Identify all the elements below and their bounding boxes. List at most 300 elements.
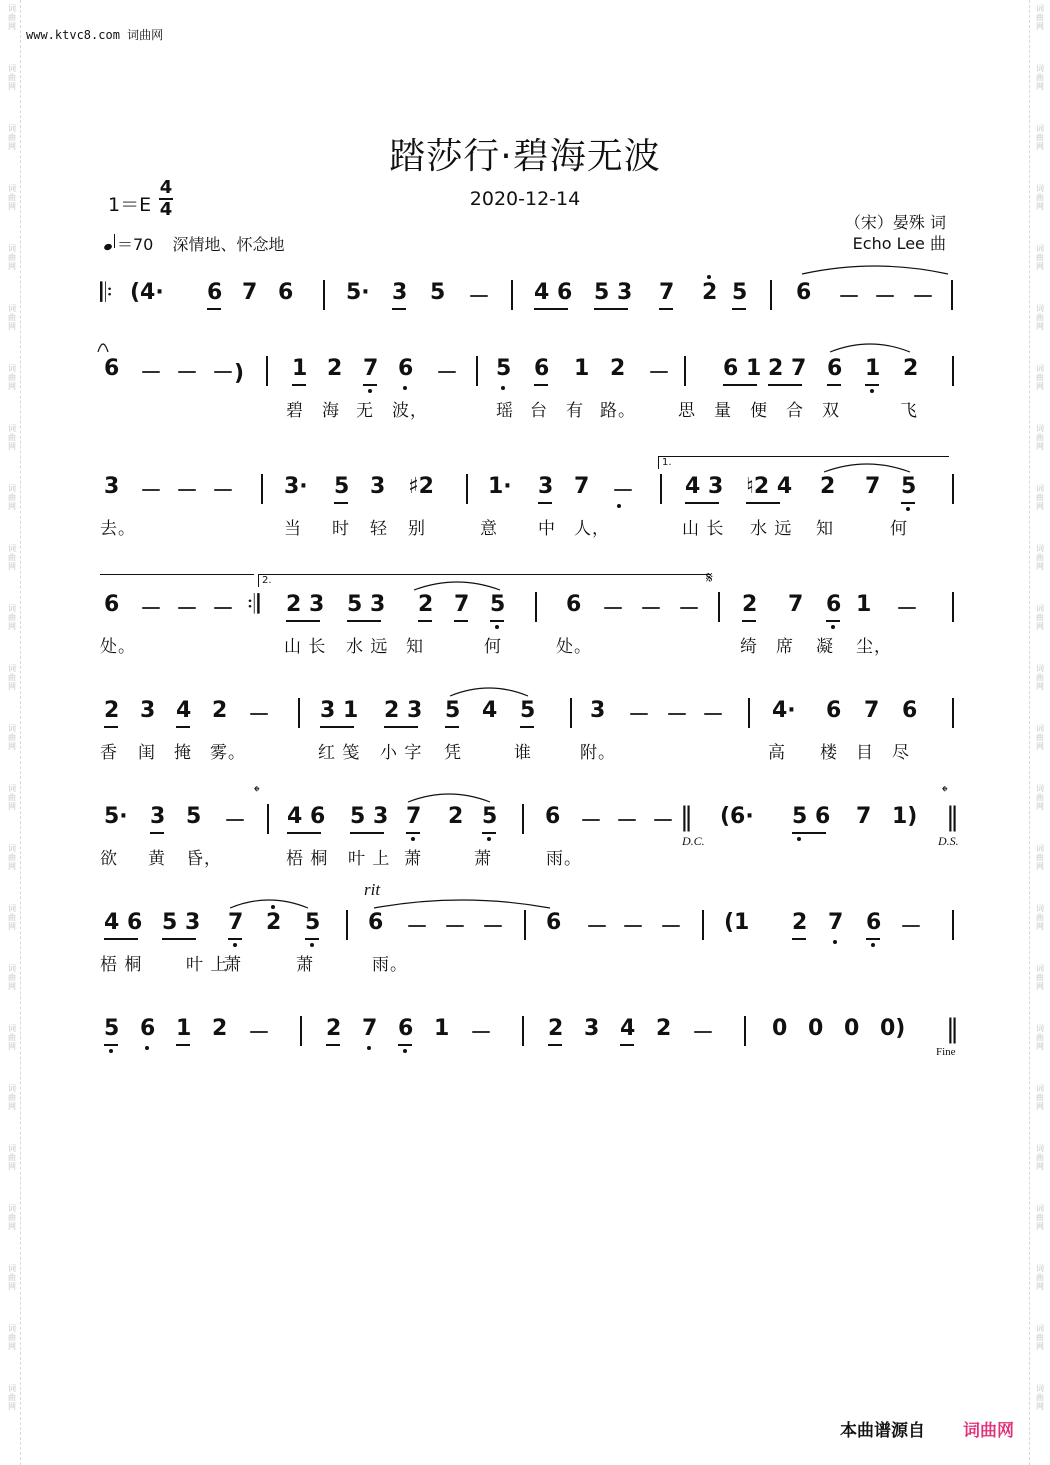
beam-underline [768, 384, 802, 386]
score-note: － [648, 361, 671, 386]
score-note: 5 [496, 356, 512, 381]
beam-underline [176, 726, 190, 728]
score-note: － [874, 285, 897, 310]
score-date: 2020-12-14 [469, 188, 581, 210]
lyrics-line [100, 632, 950, 656]
lyric-syllable: 萧 [224, 955, 242, 975]
score-note: 5 [104, 1016, 120, 1041]
lyric-syllable: 闺 [138, 743, 156, 763]
score-system [100, 280, 950, 310]
lyric-syllable: 轻 [370, 519, 388, 539]
composer-credit: Echo Lee 曲 [852, 234, 946, 253]
score-note: 6 [902, 698, 918, 723]
lyric-syllable: 附。 [580, 743, 616, 763]
score-note: 2 [820, 474, 836, 499]
lyric-syllable: 目 [856, 743, 874, 763]
watermark-text: 词 曲 网 [1036, 4, 1044, 31]
watermark-text: 词 曲 网 [8, 544, 16, 571]
lyric-syllable: 合 [786, 401, 804, 421]
lyrics-line [100, 950, 950, 974]
lyric-syllable: 尽 [892, 743, 910, 763]
barline [524, 910, 526, 940]
beam-underline [334, 502, 348, 504]
score-note: 2 [702, 280, 718, 305]
watermark-text: 词 曲 网 [1036, 1384, 1044, 1411]
watermark-text: 词 曲 网 [8, 604, 16, 631]
score-note: 6 [140, 1016, 156, 1041]
segno-icon: 𝄋 [706, 570, 713, 587]
low-octave-dot [109, 1049, 113, 1053]
watermark-text: 词 曲 网 [8, 1324, 16, 1351]
watermark-text: 词 曲 网 [8, 124, 16, 151]
score-note: － [444, 915, 467, 940]
beam-underline [445, 726, 459, 728]
lyric-syllable: 凭 [444, 743, 462, 763]
score-note: － [896, 597, 919, 622]
beam-underline [901, 502, 915, 504]
lyric-syllable: 当 [284, 519, 302, 539]
lyric-syllable: 双 [822, 401, 840, 421]
score-note: － [212, 479, 235, 504]
barline [266, 356, 268, 386]
watermark-text: 词 曲 网 [1036, 784, 1044, 811]
watermark-text: 词 曲 网 [8, 784, 16, 811]
score-note: 2 [656, 1016, 672, 1041]
score-note: 2 [326, 1016, 342, 1041]
score-note: 5 [430, 280, 446, 305]
beam-underline [490, 620, 504, 622]
score-note: 3 [370, 474, 386, 499]
score-note: － [482, 915, 505, 940]
score-note: 6 [534, 356, 550, 381]
lyric-syllable: 萧 [404, 849, 422, 869]
score-note: 4· [772, 698, 796, 723]
lyric-syllable: 雨。 [546, 849, 582, 869]
lyric-syllable: 意 [480, 519, 498, 539]
lyric-syllable: 梧 桐 [286, 849, 329, 869]
site-url[interactable]: www.ktvc8.com 词曲网 [26, 28, 164, 42]
beam-underline [228, 938, 242, 940]
beam-underline [792, 938, 806, 940]
score-note: ♯2 [408, 474, 434, 499]
score-note: 6 [104, 356, 120, 381]
lyric-syllable: 萧 [296, 955, 314, 975]
beam-underline [659, 308, 673, 310]
score-note: － [612, 479, 635, 504]
score-system [100, 592, 950, 622]
score-note: － [666, 703, 689, 728]
score-note: 2 [742, 592, 758, 617]
high-octave-dot [707, 275, 711, 279]
watermark-text: 词 曲 网 [8, 424, 16, 451]
score-note: 1) [892, 804, 918, 829]
coda-icon: 𝄌 [942, 784, 948, 801]
barline [476, 356, 478, 386]
score-note: 6 [104, 592, 120, 617]
score-note: － [616, 809, 639, 834]
barline [748, 698, 750, 728]
score-system [100, 474, 950, 504]
score-note: 3 [584, 1016, 600, 1041]
score-system [100, 802, 959, 834]
watermark-text: 词 曲 网 [1036, 724, 1044, 751]
watermark-text: 词 曲 网 [1036, 904, 1044, 931]
footer-brand-link[interactable]: 词曲网 [963, 1421, 1014, 1441]
score-note: 6 1 [723, 356, 762, 381]
score-note: 7 [856, 804, 872, 829]
slur-arc [406, 790, 492, 804]
score-note: 5 [305, 910, 321, 935]
lyric-syllable: 别 [408, 519, 426, 539]
beam-underline [732, 308, 746, 310]
lyrics-line [100, 844, 950, 868]
watermark-text: 词 曲 网 [1036, 1204, 1044, 1231]
beam-underline [454, 620, 468, 622]
lyric-syllable: 梧 桐 [100, 955, 143, 975]
watermark-text: 词 曲 网 [8, 364, 16, 391]
lyric-syllable: 瑶 [496, 401, 514, 421]
watermark-text: 词 曲 网 [8, 904, 16, 931]
score-note: 1· [488, 474, 512, 499]
watermark-text: 词 曲 网 [8, 1144, 16, 1171]
score-note: 7 [574, 474, 590, 499]
score-note: － [248, 1021, 271, 1046]
score-note: 3 [104, 474, 120, 499]
low-octave-dot [831, 625, 835, 629]
beam-underline [104, 1044, 118, 1046]
beam-underline [292, 384, 306, 386]
score-note: 7 [865, 474, 881, 499]
low-octave-dot [797, 837, 801, 841]
score-note: 2 [903, 356, 919, 381]
lyric-syllable: 时 [332, 519, 350, 539]
score-note: 7 [228, 910, 244, 935]
score-note: － [652, 809, 675, 834]
lyric-syllable: 量 [714, 401, 732, 421]
barline [522, 804, 524, 834]
lyric-syllable: 水 远 [346, 637, 389, 657]
beam-underline [406, 832, 420, 834]
barline [511, 280, 513, 310]
score-note: 4 6 [287, 804, 326, 829]
beam-underline [326, 1044, 340, 1046]
lyric-syllable: 楼 [820, 743, 838, 763]
lyric-syllable: 人， [574, 519, 610, 539]
watermark-text: 词 曲 网 [1036, 484, 1044, 511]
beam-underline [538, 502, 552, 504]
score-note: 1 [434, 1016, 450, 1041]
score-note: － [406, 915, 429, 940]
score-note: 3 [538, 474, 554, 499]
beam-underline [866, 938, 880, 940]
barline [522, 1016, 524, 1046]
score-note: 6 [398, 1016, 414, 1041]
key-signature: 1＝E [108, 194, 152, 216]
lyric-syllable: 高 [768, 743, 786, 763]
beam-underline [176, 1044, 190, 1046]
lyric-syllable: 欲 [100, 849, 118, 869]
score-note: 6 [368, 910, 384, 935]
beam-underline [398, 1044, 412, 1046]
score-note: 3 [392, 280, 408, 305]
watermark-text: 词 曲 网 [1036, 544, 1044, 571]
score-note: － [702, 703, 725, 728]
score-note: － [912, 285, 935, 310]
lyric-syllable: 中 [538, 519, 556, 539]
beam-underline [286, 620, 320, 622]
dc-marking: D.C. [682, 834, 705, 848]
score-note: 7 [864, 698, 880, 723]
watermark-text: 词 曲 网 [8, 4, 16, 31]
beam-underline [792, 832, 826, 834]
score-note: － [900, 915, 923, 940]
beam-underline [742, 620, 756, 622]
beam-underline [150, 832, 164, 834]
beam-underline [620, 1044, 634, 1046]
score-note: 7 [362, 1016, 378, 1041]
lyric-syllable: 山 长 [284, 637, 327, 657]
score-note: －) [212, 361, 245, 386]
barline [952, 698, 954, 728]
low-octave-dot [906, 507, 910, 511]
watermark-text: 词 曲 网 [1036, 1264, 1044, 1291]
watermark-text: 词 曲 网 [1036, 664, 1044, 691]
lyric-syllable: 雾。 [210, 743, 246, 763]
beam-underline [827, 384, 841, 386]
low-octave-dot [870, 389, 874, 393]
score-note: 2 [327, 356, 343, 381]
low-octave-dot [411, 837, 415, 841]
lyric-syllable: 去。 [100, 519, 136, 539]
score-note: (6· [720, 804, 754, 829]
watermark-text: 词 曲 网 [1036, 964, 1044, 991]
score-note: 5· [104, 804, 128, 829]
watermark-text: 词 曲 网 [8, 844, 16, 871]
beam-underline [418, 620, 432, 622]
score-note: － [436, 361, 459, 386]
beam-underline [865, 384, 879, 386]
score-note: 3 [140, 698, 156, 723]
beam-underline [482, 832, 496, 834]
barline [684, 356, 686, 386]
lyric-syllable: 香 [100, 743, 118, 763]
score-note: 0 [808, 1016, 824, 1041]
lyric-syllable: 叶 上 [348, 849, 391, 869]
score-note: 2 7 [768, 356, 807, 381]
beam-underline [104, 938, 138, 940]
watermark-text: 词 曲 网 [8, 484, 16, 511]
score-system [100, 1014, 959, 1046]
beam-underline [320, 726, 354, 728]
barline [952, 592, 954, 622]
barline [952, 356, 954, 386]
score-note: － [470, 1021, 493, 1046]
score-note: － [140, 479, 163, 504]
watermark-text: 词 曲 网 [1036, 364, 1044, 391]
lyric-syllable: 思 [678, 401, 696, 421]
beam-underline [594, 308, 628, 310]
low-octave-dot [833, 940, 837, 944]
beam-underline [104, 726, 118, 728]
score-note: 7 [828, 910, 844, 935]
watermark-text: 词 曲 网 [1036, 1024, 1044, 1051]
score-note: ‖ [946, 802, 959, 832]
score-note: － [692, 1021, 715, 1046]
fine-marking: Fine [936, 1046, 956, 1058]
score-note: 2 [418, 592, 434, 617]
low-octave-dot [233, 943, 237, 947]
watermark-text: 词 曲 网 [1036, 304, 1044, 331]
watermark-text: 词 曲 网 [1036, 424, 1044, 451]
lyric-syllable: 山 长 [682, 519, 725, 539]
score-note: 6 [826, 698, 842, 723]
watermark-text: 词 曲 网 [8, 1204, 16, 1231]
score-note: 7 [659, 280, 675, 305]
lyric-syllable: 掩 [174, 743, 192, 763]
beam-underline [347, 620, 381, 622]
expression-text: 深情地、怀念地 [172, 235, 285, 254]
lyric-syllable: 小 字 [380, 743, 423, 763]
score-note: 5 6 [792, 804, 831, 829]
score-note: 6 [796, 280, 812, 305]
score-note: 5 [445, 698, 461, 723]
barline [298, 698, 300, 728]
score-note: 6 [545, 804, 561, 829]
barline [466, 474, 468, 504]
score-note: 4 [176, 698, 192, 723]
score-note: ‖ [946, 1014, 959, 1044]
score-note: － [176, 597, 199, 622]
score-note: 3 [150, 804, 166, 829]
score-note: 7 [788, 592, 804, 617]
slur-arc [96, 340, 110, 354]
slur-arc [448, 684, 530, 698]
slur-arc [828, 340, 912, 354]
score-note: 7 [406, 804, 422, 829]
barline [570, 698, 572, 728]
lyric-syllable: 昏， [186, 849, 222, 869]
score-note: － [678, 597, 701, 622]
volta-1-label: 1. [662, 457, 672, 468]
lyricist-credit: （宋）晏殊 词 [844, 213, 946, 232]
lyric-syllable: 知 [816, 519, 834, 539]
score-note: 2 [792, 910, 808, 935]
score-note: 2 3 [384, 698, 423, 723]
score-note: 6 [866, 910, 882, 935]
barline [300, 1016, 302, 1046]
score-note: － [602, 597, 625, 622]
barline [951, 280, 953, 310]
barline [267, 804, 269, 834]
score-note: 6 [398, 356, 414, 381]
lyric-syllable: 飞 [900, 401, 918, 421]
lyric-syllable: 雨。 [372, 955, 408, 975]
score-note: 1 [856, 592, 872, 617]
score-note: 2 [212, 1016, 228, 1041]
beam-underline [534, 384, 548, 386]
score-note: － [640, 597, 663, 622]
low-octave-dot [145, 1046, 149, 1050]
score-note: 2 [104, 698, 120, 723]
low-octave-dot [403, 386, 407, 390]
score-note: － [176, 361, 199, 386]
beam-underline [207, 308, 221, 310]
lyric-syllable: 尘， [856, 637, 892, 657]
score-note: 0 [844, 1016, 860, 1041]
score-system [100, 910, 950, 940]
score-note: 6 [827, 356, 843, 381]
beam-underline [723, 384, 757, 386]
score-note: 𝄇 [247, 590, 260, 620]
score-note: － [176, 479, 199, 504]
score-note: 5 3 [350, 804, 389, 829]
score-note: 5 [490, 592, 506, 617]
beam-underline [305, 938, 319, 940]
watermark-text: 词 曲 网 [1036, 844, 1044, 871]
score-note: 5 [334, 474, 350, 499]
volta-first-ending [658, 456, 949, 469]
beam-underline [520, 726, 534, 728]
lyric-syllable: 处。 [100, 637, 136, 657]
score-note: － [838, 285, 861, 310]
score-note: － [224, 809, 247, 834]
watermark-text: 词 曲 网 [1036, 244, 1044, 271]
score-note: 6 [207, 280, 223, 305]
lyric-syllable: 叶 上 [186, 955, 229, 975]
watermark-text: 词 曲 网 [8, 1264, 16, 1291]
beam-underline [548, 1044, 562, 1046]
score-note: － [212, 597, 235, 622]
watermark-text: 词 曲 网 [8, 184, 16, 211]
low-octave-dot [617, 504, 621, 508]
score-note: 5 3 [347, 592, 386, 617]
barline [744, 1016, 746, 1046]
score-note: 5 [901, 474, 917, 499]
time-bottom: 4 [159, 199, 173, 220]
barline [952, 474, 954, 504]
barline [718, 592, 720, 622]
score-note: 4 [620, 1016, 636, 1041]
score-note: － [622, 915, 645, 940]
watermark-text: 词 曲 网 [8, 664, 16, 691]
barline [535, 592, 537, 622]
barline [702, 910, 704, 940]
score-note: 5 [520, 698, 536, 723]
low-octave-dot [403, 1049, 407, 1053]
score-note: 5 3 [594, 280, 633, 305]
score-note: 4 [482, 698, 498, 723]
barline [346, 910, 348, 940]
score-note: － [586, 915, 609, 940]
score-note: 3 [590, 698, 606, 723]
beam-underline [162, 938, 196, 940]
ds-marking: D.S. [938, 834, 959, 848]
rit-marking: rit [364, 880, 381, 899]
volta-second-ending [258, 574, 711, 587]
score-note: － [468, 285, 491, 310]
score-system [100, 698, 950, 728]
watermark-text: 词 曲 网 [8, 1084, 16, 1111]
lyric-syllable: 席 [776, 637, 794, 657]
lyric-syllable: 何 [890, 519, 908, 539]
watermark-text: 词 曲 网 [1036, 124, 1044, 151]
volta-2-label: 2. [262, 575, 272, 586]
watermark-text: 词 曲 网 [8, 724, 16, 751]
page-title: 踏莎行·碧海无波 [389, 136, 661, 177]
score-note: 6 [566, 592, 582, 617]
lyric-syllable: 绮 [740, 637, 758, 657]
score-note: 2 [548, 1016, 564, 1041]
